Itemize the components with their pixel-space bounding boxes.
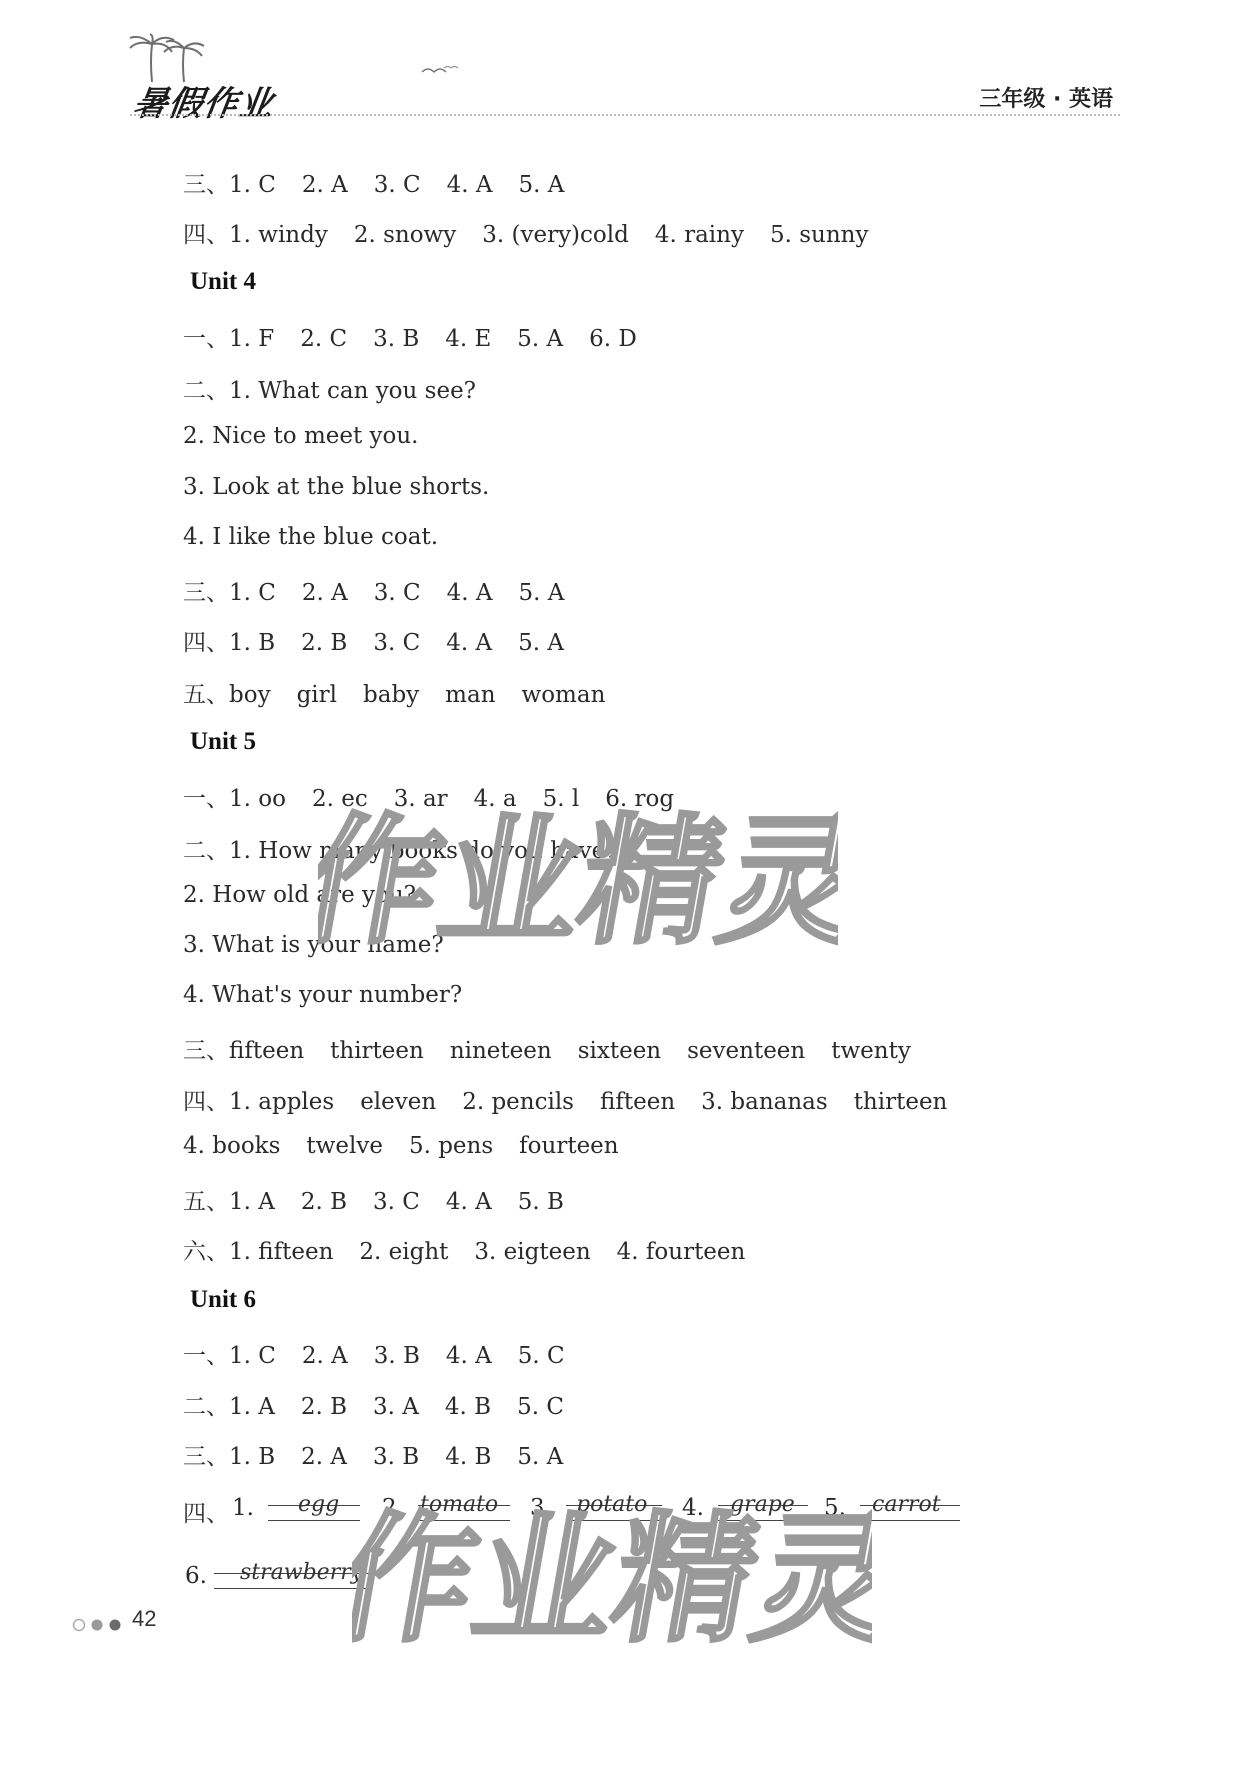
blank-number: 2. bbox=[382, 1495, 404, 1521]
header-divider bbox=[130, 114, 1120, 119]
unit-heading: Unit 6 bbox=[190, 1286, 256, 1313]
answer-line: 五、boy girl baby man woman bbox=[183, 682, 606, 708]
answer-line: 一、1. oo 2. ec 3. ar 4. a 5. l 6. rog bbox=[183, 786, 675, 812]
answer-line: 3. What is your name? bbox=[183, 932, 444, 958]
answer-line: 4. What's your number? bbox=[183, 982, 463, 1008]
answer-line: 三、1. C 2. A 3. C 4. A 5. A bbox=[183, 580, 565, 606]
answer-line: 3. Look at the blue shorts. bbox=[183, 474, 490, 500]
unit-heading: Unit 4 bbox=[190, 268, 256, 295]
answer-line: 二、1. A 2. B 3. A 4. B 5. C bbox=[183, 1394, 564, 1420]
answer-line: 三、1. B 2. A 3. B 4. B 5. A bbox=[183, 1444, 564, 1470]
answer-line: 一、1. F 2. C 3. B 4. E 5. A 6. D bbox=[183, 326, 637, 352]
answer-line: 4. I like the blue coat. bbox=[183, 524, 439, 550]
watermark-text: 作业精灵 bbox=[352, 1498, 872, 1662]
answer-line: 4. books twelve 5. pens fourteen bbox=[183, 1133, 619, 1159]
handwritten-answer: tomato bbox=[420, 1492, 499, 1517]
blank-number: 6. bbox=[185, 1563, 207, 1589]
blank-number: 3. bbox=[530, 1495, 552, 1521]
answer-line: 四、1. windy 2. snowy 3. (very)cold 4. rainy 5. sunny bbox=[183, 222, 869, 248]
answer-line: 三、1. C 2. A 3. C 4. A 5. A bbox=[183, 172, 565, 198]
answer-line: 四、1. B 2. B 3. C 4. A 5. A bbox=[183, 630, 564, 656]
answer-line: 六、1. fifteen 2. eight 3. eigteen 4. fourteen bbox=[183, 1239, 746, 1265]
bird-icon bbox=[420, 62, 460, 82]
handwriting-prefix: 四、 bbox=[183, 1501, 229, 1527]
handwritten-answer: grape bbox=[730, 1492, 795, 1517]
handwritten-answer: potato bbox=[576, 1492, 648, 1517]
blank-number: 1. bbox=[232, 1495, 254, 1521]
answer-line: 二、1. How many books do you have? bbox=[183, 838, 618, 864]
answer-line: 五、1. A 2. B 3. C 4. A 5. B bbox=[183, 1189, 564, 1215]
blank-number: 5. bbox=[824, 1495, 846, 1521]
handwritten-answer: strawberry bbox=[240, 1560, 364, 1585]
handwritten-answer: carrot bbox=[872, 1492, 941, 1517]
answer-line: 二、1. What can you see? bbox=[183, 378, 477, 404]
answer-line: 2. Nice to meet you. bbox=[183, 423, 419, 449]
header-title: 暑假作业 bbox=[130, 84, 277, 124]
watermark-text: 作业精灵 bbox=[318, 800, 838, 964]
page-number: 42 bbox=[132, 1606, 157, 1631]
header-subject: 三年级 · 英语 bbox=[979, 87, 1113, 112]
answer-line: 一、1. C 2. A 3. B 4. A 5. C bbox=[183, 1343, 565, 1369]
answer-line: 2. How old are you? bbox=[183, 882, 417, 908]
answer-line: 三、fifteen thirteen nineteen sixteen seventeen twenty bbox=[183, 1038, 911, 1064]
unit-heading: Unit 5 bbox=[190, 728, 256, 755]
handwritten-answer: egg bbox=[298, 1492, 340, 1517]
answer-line: 四、1. apples eleven 2. pencils fifteen 3. bananas thirteen bbox=[183, 1089, 948, 1115]
footer-dots-icon bbox=[72, 1618, 132, 1632]
blank-number: 4. bbox=[682, 1495, 704, 1521]
